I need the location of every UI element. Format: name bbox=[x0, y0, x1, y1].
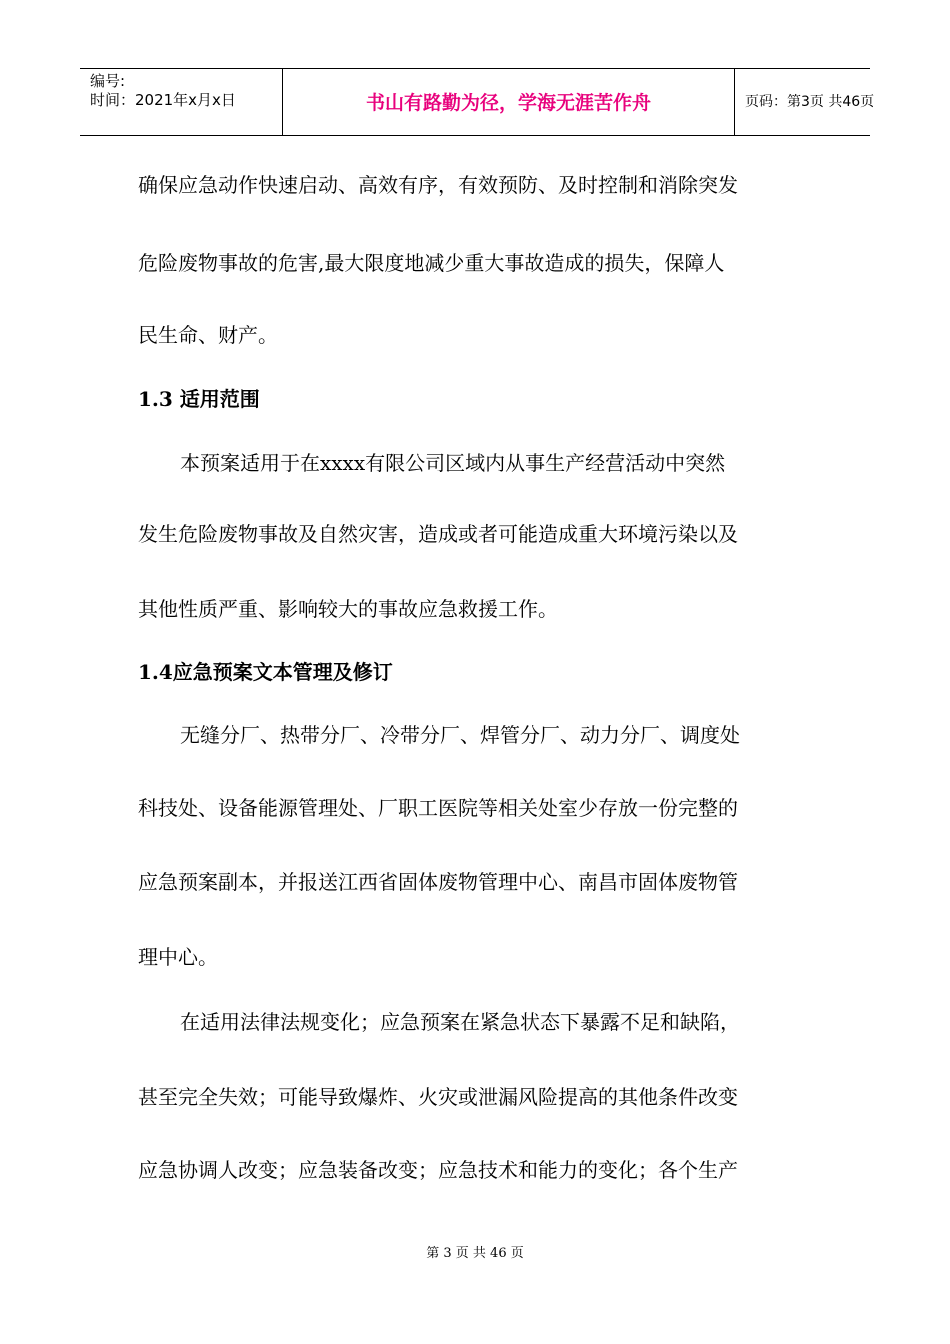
page-footer: 第 3 页 共 46 页 bbox=[426, 1246, 524, 1261]
paragraph-line: 应急协调人改变；应急装备改变；应急技术和能力的变化；各个生产 bbox=[138, 1158, 738, 1182]
document-date-label: 时间：2021年x月x日 bbox=[90, 91, 236, 109]
paragraph-line: 甚至完全失效；可能导致爆炸、火灾或泄漏风险提高的其他条件改变 bbox=[138, 1085, 738, 1109]
paragraph-line: 理中心。 bbox=[138, 945, 218, 969]
header-motto: 书山有路勤为径，学海无涯苦作舟 bbox=[365, 92, 651, 114]
section-heading-1-3: 1.3 适用范围 bbox=[138, 387, 260, 411]
paragraph-line: 确保应急动作快速启动、高效有序，有效预防、及时控制和消除突发 bbox=[138, 173, 738, 197]
header-page-cell bbox=[735, 69, 875, 135]
page-header bbox=[80, 68, 875, 136]
paragraph-line: 本预案适用于在xxxx有限公司区域内从事生产经营活动中突然 bbox=[180, 451, 726, 475]
paragraph-line: 应急预案副本，并报送江西省固体废物管理中心、南昌市固体废物管 bbox=[138, 870, 738, 894]
header-motto-cell bbox=[282, 69, 735, 135]
paragraph-line: 民生命、财产。 bbox=[138, 323, 278, 347]
header-meta-cell bbox=[80, 69, 282, 135]
section-heading-1-4: 1.4应急预案文本管理及修订 bbox=[138, 660, 393, 684]
document-number-label: 编号: bbox=[90, 72, 126, 90]
paragraph-line: 科技处、设备能源管理处、厂职工医院等相关处室少存放一份完整的 bbox=[138, 796, 738, 820]
paragraph-line: 无缝分厂、热带分厂、冷带分厂、焊管分厂、动力分厂、调度处 bbox=[180, 723, 740, 747]
paragraph-line: 在适用法律法规变化；应急预案在紧急状态下暴露不足和缺陷， bbox=[180, 1010, 740, 1034]
header-page-number: 页码：第3页 共46页 bbox=[745, 94, 875, 110]
paragraph-line: 其他性质严重、影响较大的事故应急救援工作。 bbox=[138, 597, 558, 621]
paragraph-line: 发生危险废物事故及自然灾害，造成或者可能造成重大环境污染以及 bbox=[138, 522, 738, 546]
paragraph-line: 危险废物事故的危害,最大限度地减少重大事故造成的损失，保障人 bbox=[138, 251, 725, 275]
